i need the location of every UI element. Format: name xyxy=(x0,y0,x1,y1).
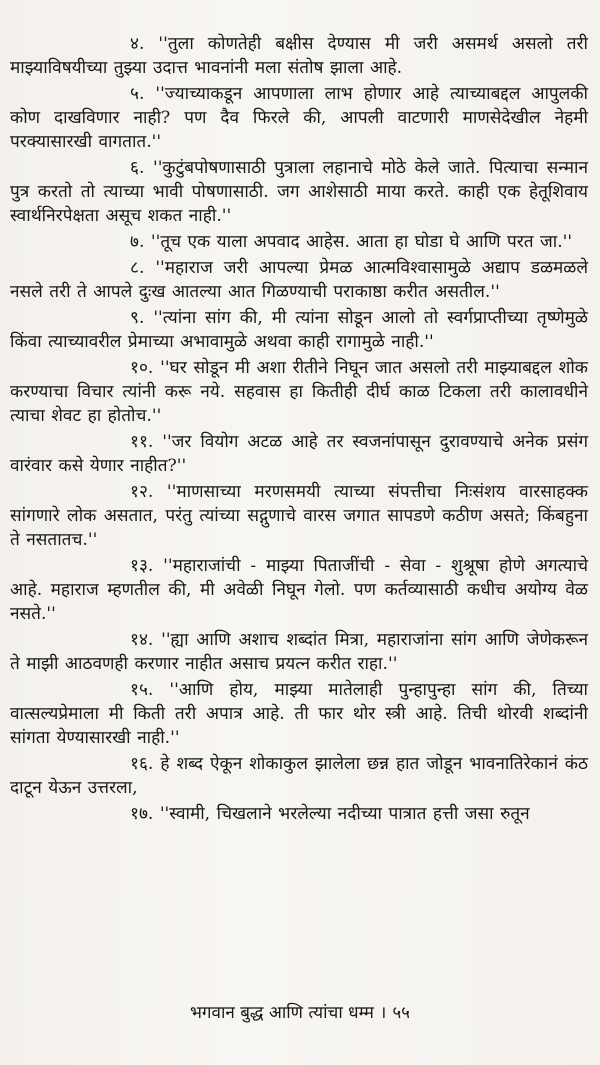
footer-separator: । xyxy=(379,1003,387,1023)
paragraph-text: ''महाराजांची - माझ्या पिताजींची - सेवा - शुश्रूषा होणे अगत्याचे आहे. महाराज म्हणतील की, मी अवेळी निघून गेलो. पण कर्तव्यासाठी कधीच अयोग्य वेळ नसते.'' xyxy=(10,556,588,624)
paragraph-text: ''त्यांना सांग की, मी त्यांना सोडून आलो तो स्वर्गप्राप्तीच्या तृष्णेमुळे किंवा त्याच्यावरील प्रेमाच्या अभावामुळे अथवा काही रागामुळे नाही.'' xyxy=(10,308,588,352)
paragraph-14 xyxy=(10,628,588,676)
paragraph-4 xyxy=(10,32,588,80)
paragraph-number: १२. xyxy=(130,482,154,502)
paragraph-5 xyxy=(10,82,588,154)
paragraph-number: ६. xyxy=(130,158,145,178)
paragraph-text: हे शब्द ऐकून शोकाकुल झालेला छन्न हात जोडून भावनातिरेकानं कंठ दाटून येऊन उत्तरला, xyxy=(10,754,588,798)
paragraph-9 xyxy=(10,306,588,354)
paragraph-text: ''तूच एक याला अपवाद आहेस. आता हा घोडा घे आणि परत जा.'' xyxy=(150,232,573,252)
paragraph-number: १०. xyxy=(130,358,154,378)
paragraph-number: १७. xyxy=(130,804,154,824)
paragraph-text: ''ह्या आणि अशाच शब्दांत मित्रा, महाराजांना सांग आणि जेणेकरून ते माझी आठवणही करणार नाहीत असाच प्रयत्न करीत राहा.'' xyxy=(10,630,588,674)
paragraph-6 xyxy=(10,156,588,228)
paragraph-12 xyxy=(10,480,588,552)
paragraph-text: ''ज्याच्याकडून आपणाला लाभ होणार आहे त्याच्याबद्दल आपुलकी कोण दाखविणार नाही? पण दैव फिरले की, आपली वाटणारी माणसेदेखील नेहमी परक्यासारखी वागतात.'' xyxy=(10,84,588,152)
page-body xyxy=(10,32,588,828)
paragraph-number: ७. xyxy=(130,232,145,252)
paragraph-11 xyxy=(10,430,588,478)
paragraph-13 xyxy=(10,554,588,626)
paragraph-text: ''घर सोडून मी अशा रीतीने निघून जात असलो तरी माझ्याबद्दल शोक करण्याचा विचार त्यांनी करू नये. सहवास हा कितीही दीर्घ काळ टिकला तरी कालावधीने त्याचा शेवट हा होतोच.'' xyxy=(10,358,588,426)
paragraph-number: ११. xyxy=(130,432,154,452)
page-number: ५५ xyxy=(392,1003,411,1023)
paragraph-number: १५. xyxy=(130,680,154,700)
paragraph-number: ८. xyxy=(130,258,145,278)
paragraph-15 xyxy=(10,678,588,750)
paragraph-text: ''जर वियोग अटळ आहे तर स्वजनांपासून दुरावण्याचे अनेक प्रसंग वारंवार कसे येणार नाहीत?'' xyxy=(10,432,588,476)
paragraph-8 xyxy=(10,256,588,304)
paragraph-10 xyxy=(10,356,588,428)
paragraph-17 xyxy=(10,802,588,826)
paragraph-text: ''माणसाच्या मरणसमयी त्याच्या संपत्तीचा निःसंशय वारसाहक्क सांगणारे लोक असतात, परंतु त्यांच्या सद्गुणाचे वारस जगात सापडणे कठीण असते; किंबहुना ते नसतातच.'' xyxy=(10,482,588,550)
paragraph-number: १६. xyxy=(130,754,154,774)
paragraph-number: १३. xyxy=(130,556,154,576)
paragraph-text: ''महाराज जरी आपल्या प्रेमळ आत्मविश्वासामुळे अद्याप डळमळले नसले तरी ते आपले दुःख आतल्या आत गिळण्याची पराकाष्ठा करीत असतील.'' xyxy=(10,258,589,302)
paragraph-number: ५. xyxy=(130,84,145,104)
paragraph-text: ''स्वामी, चिखलाने भरलेल्या नदीच्या पात्रात हत्ती जसा रुतून xyxy=(159,804,530,824)
paragraph-7 xyxy=(10,230,588,254)
paragraph-text: ''कुटुंबपोषणासाठी पुत्राला लहानाचे मोठे केले जाते. पित्याचा सन्मान पुत्र करतो तो त्याच्या भावी पोषणासाठी. जग आशेसाठी माया करते. काही एक हेतूशिवाय स्वार्थनिरपेक्षता असूच शकत नाही.'' xyxy=(10,158,588,226)
paragraph-number: १४. xyxy=(130,630,154,650)
paragraph-text: ''तुला कोणतेही बक्षीस देण्यास मी जरी असमर्थ असलो तरी माझ्याविषयीच्या तुझ्या उदात्त भावनांनी मला संतोष झाला आहे. xyxy=(10,34,588,78)
book-title: भगवान बुद्ध आणि त्यांचा धम्म xyxy=(189,1003,374,1023)
paragraph-16 xyxy=(10,752,588,800)
paragraph-number: ९. xyxy=(130,308,145,328)
paragraph-text: ''आणि होय, माझ्या मातेलाही पुन्हापुन्हा सांग की, तिच्या वात्सल्यप्रेमाला मी किती तरी अपात्र आहे. ती फार थोर स्त्री आहे. तिची थोरवी शब्दांनी सांगता येण्यासारखी नाही.'' xyxy=(10,680,588,748)
page-footer xyxy=(0,1000,600,1023)
paragraph-number: ४. xyxy=(130,34,145,54)
